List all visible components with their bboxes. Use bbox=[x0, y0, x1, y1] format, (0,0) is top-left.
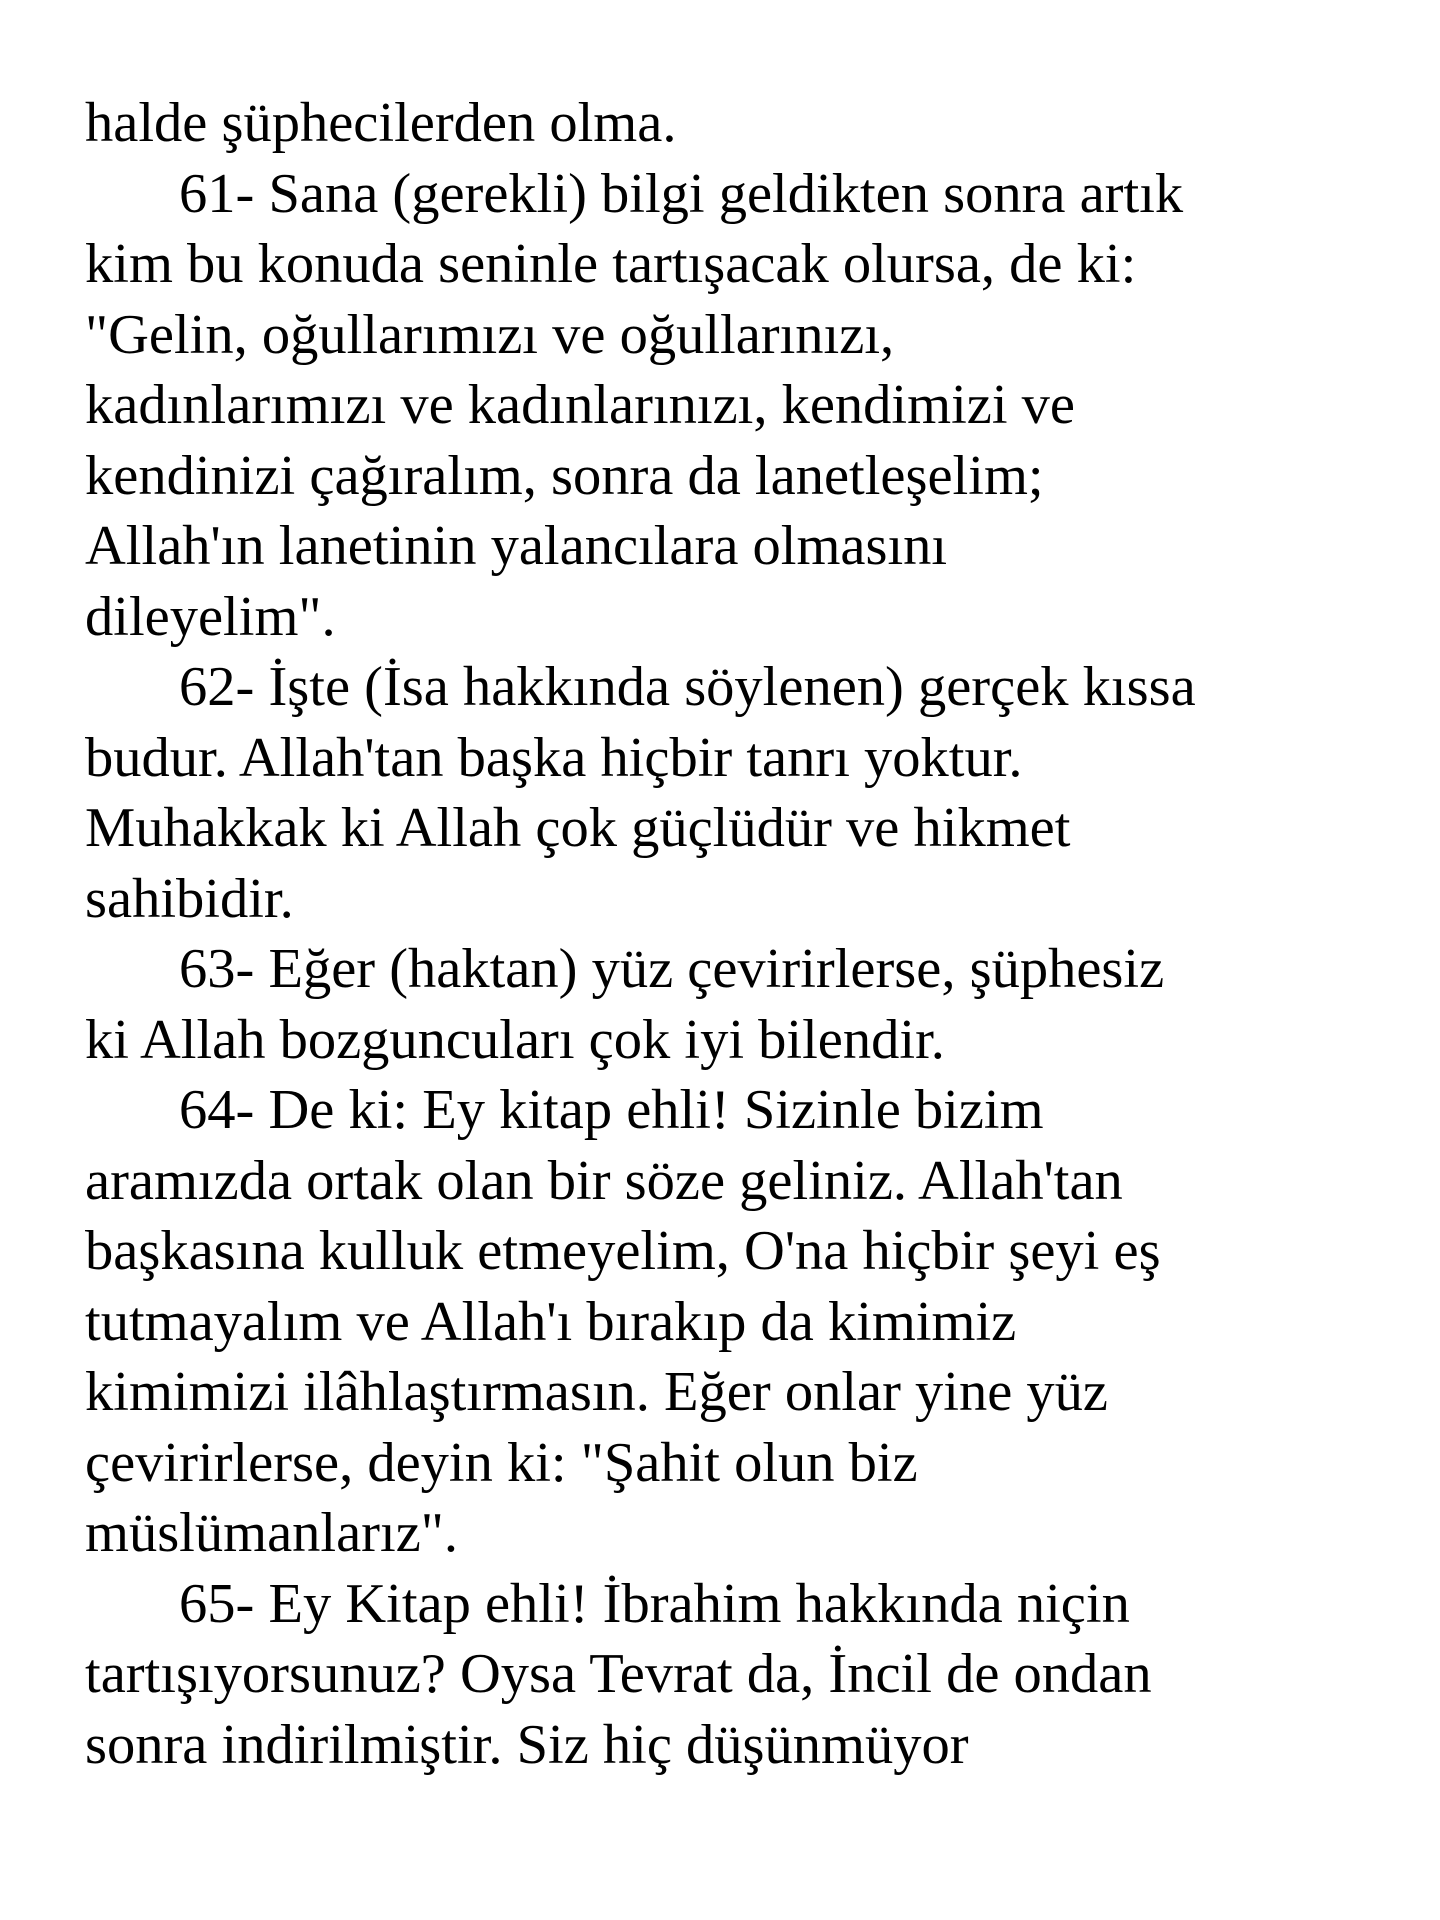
text-line-8: dileyelim". bbox=[85, 585, 336, 648]
text-line-11: Muhakkak ki Allah çok güçlüdür ve hikmet bbox=[85, 797, 1071, 859]
text-line-23: tartışıyorsunuz? Oysa Tevrat da, İncil de ondan bbox=[85, 1643, 1152, 1705]
text-line-21: müslümanlarız". bbox=[85, 1502, 458, 1564]
text-line-19: kimimizi ilâhlaştırmasın. Eğer onlar yine yüz bbox=[85, 1361, 1109, 1423]
text-line-14: ki Allah bozguncuları çok iyi bilendir. bbox=[85, 1008, 945, 1071]
text-line-1: halde şüphecilerden olma. bbox=[85, 92, 677, 154]
text-line-7: Allah'ın lanetinin yalancılara olmasını bbox=[85, 515, 948, 577]
text-line-20: çevirirlerse, deyin ki: "Şahit olun biz bbox=[85, 1431, 918, 1494]
verse-62-line-1: 62- İşte (İsa hakkında söylenen) gerçek kıssa bbox=[179, 656, 1196, 718]
document-page bbox=[85, 88, 1395, 1780]
verse-65-line-1: 65- Ey Kitap ehli! İbrahim hakkında niçin bbox=[179, 1572, 1130, 1635]
text-line-3: kim bu konuda seninle tartışacak olursa, de ki: bbox=[85, 233, 1137, 295]
text-line-12: sahibidir. bbox=[85, 867, 294, 930]
verse-61-line-1: 61- Sana (gerekli) bilgi geldikten sonra artık bbox=[179, 162, 1184, 225]
text-line-17: başkasına kulluk etmeyelim, O'na hiçbir şeyi eş bbox=[85, 1220, 1161, 1282]
text-line-4: "Gelin, oğullarımızı ve oğullarınızı, bbox=[85, 303, 895, 366]
text-line-10: budur. Allah'tan başka hiçbir tanrı yoktur. bbox=[85, 726, 1023, 789]
text-line-6: kendinizi çağıralım, sonra da lanetleşelim; bbox=[85, 444, 1044, 507]
verse-64-line-1: 64- De ki: Ey kitap ehli! Sizinle bizim bbox=[179, 1079, 1044, 1141]
text-line-5: kadınlarımızı ve kadınlarınızı, kendimizi ve bbox=[85, 374, 1075, 436]
text-line-16: aramızda ortak olan bir söze geliniz. Allah'tan bbox=[85, 1149, 1123, 1212]
verse-63-line-1: 63- Eğer (haktan) yüz çevirirlerse, şüphesiz bbox=[179, 938, 1165, 1000]
text-line-24: sonra indirilmiştir. Siz hiç düşünmüyor bbox=[85, 1713, 969, 1776]
text-line-18: tutmayalım ve Allah'ı bırakıp da kimimiz bbox=[85, 1290, 1017, 1353]
